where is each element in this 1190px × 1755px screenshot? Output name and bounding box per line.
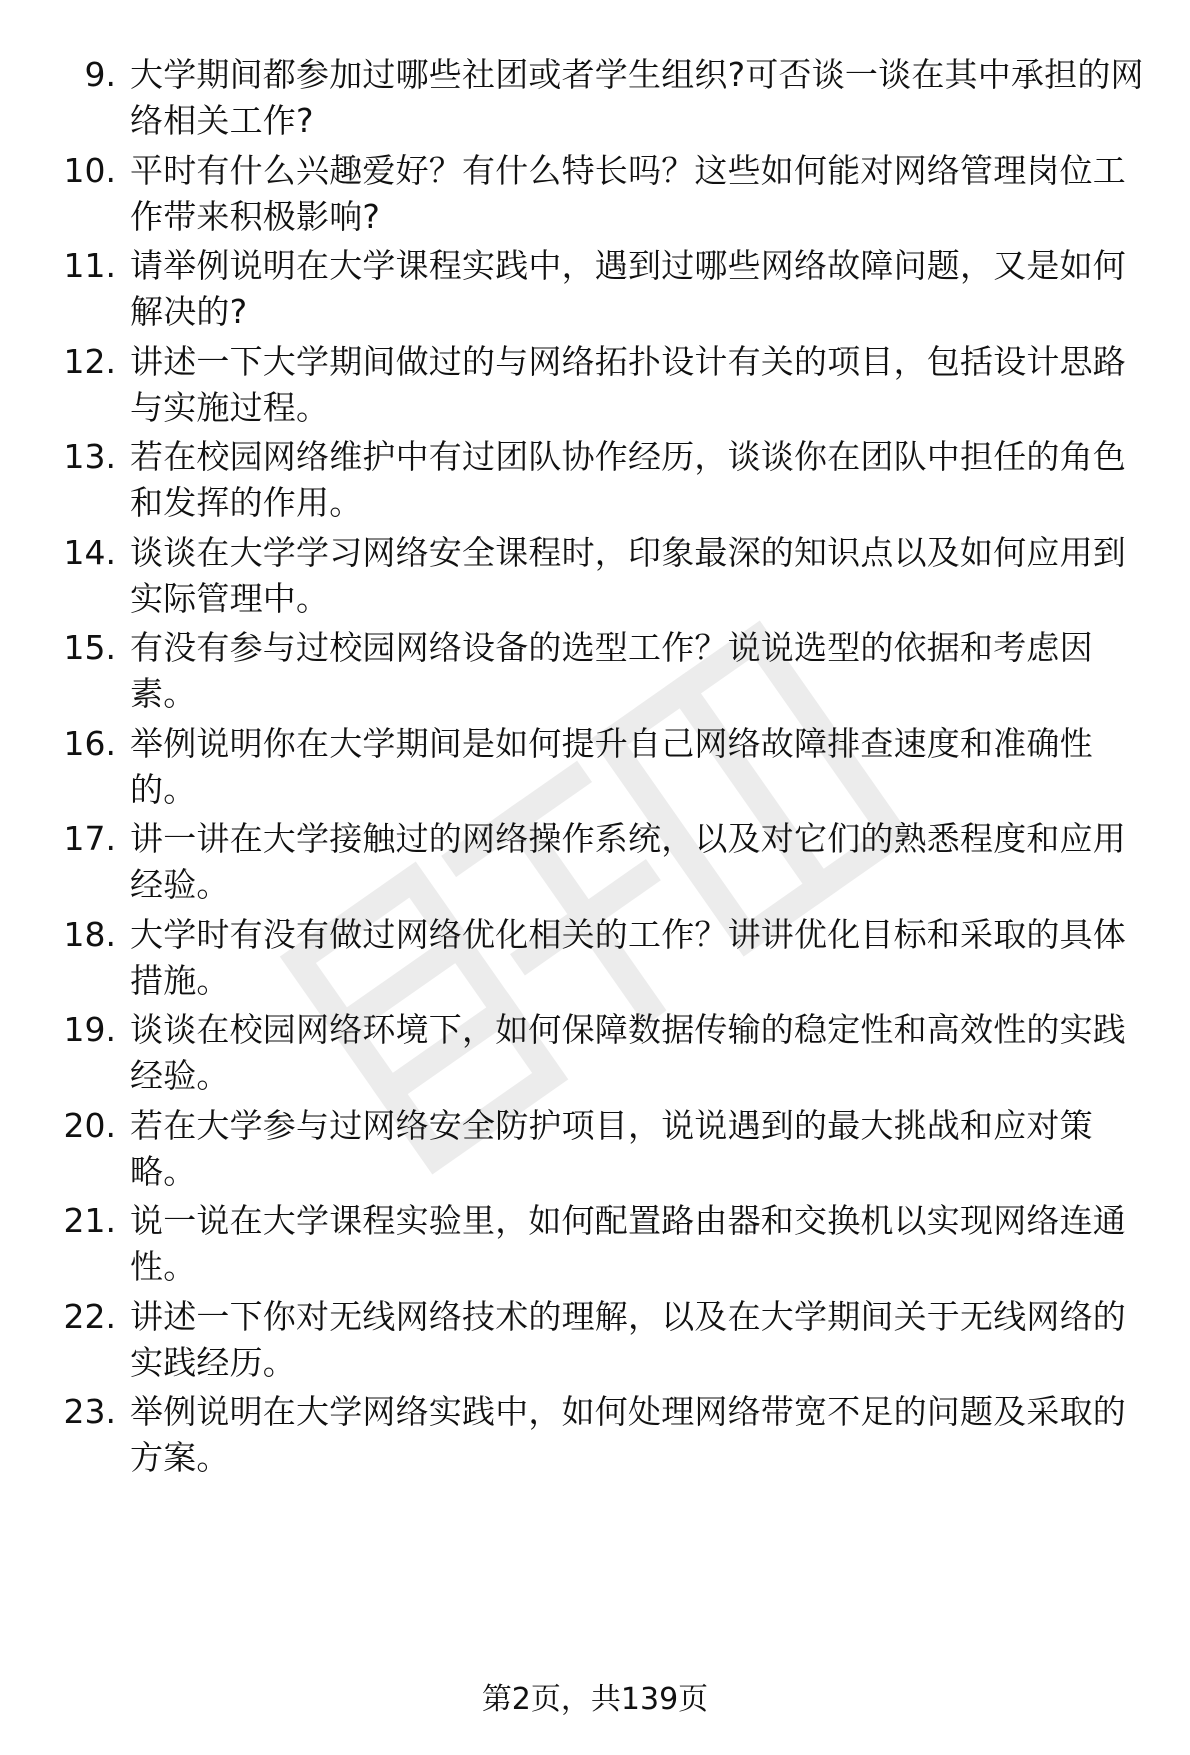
question-number: 10.	[63, 150, 116, 190]
question-text: 请举例说明在大学课程实践中，遇到过哪些网络故障问题，又是如何解决的?	[130, 246, 1126, 331]
question-text: 举例说明在大学网络实践中，如何处理网络带宽不足的问题及采取的方案。	[130, 1392, 1126, 1477]
question-text: 讲述一下大学期间做过的与网络拓扑设计有关的项目，包括设计思路与实施过程。	[130, 341, 1126, 427]
list-item	[0, 52, 1190, 152]
list-item	[0, 1389, 1190, 1489]
question-number: 18.	[63, 914, 116, 954]
question-number: 20.	[63, 1105, 116, 1145]
question-text: 大学时有没有做过网络优化相关的工作？讲讲优化目标和采取的具体措施。	[130, 914, 1126, 1000]
question-number: 17.	[63, 819, 116, 858]
question-number: 14.	[63, 532, 116, 572]
question-text: 举例说明你在大学期间是如何提升自己网络故障排查速度和准确性的。	[130, 723, 1093, 809]
list-item	[0, 1007, 1190, 1107]
list-item	[0, 530, 1190, 630]
question-text: 说一说在大学课程实验里，如何配置路由器和交换机以实现网络连通性。	[130, 1201, 1126, 1286]
list-item	[0, 434, 1190, 534]
list-item	[0, 1103, 1190, 1203]
question-text: 大学期间都参加过哪些社团或者学生组织?可否谈一谈在其中承担的网络相关工作?	[130, 55, 1144, 140]
question-number: 19.	[63, 1010, 116, 1049]
question-text: 谈谈在校园网络环境下，如何保障数据传输的稳定性和高效性的实践经验。	[130, 1010, 1126, 1095]
page-footer: 第2页，共139页	[481, 1682, 709, 1717]
question-text: 平时有什么兴趣爱好？有什么特长吗？这些如何能对网络管理岗位工作带来积极影响?	[130, 150, 1126, 236]
list-item	[0, 816, 1190, 916]
list-item	[0, 912, 1190, 1012]
question-text: 若在大学参与过网络安全防护项目，说说遇到的最大挑战和应对策略。	[130, 1105, 1093, 1191]
question-text: 有没有参与过校园网络设备的选型工作？说说选型的依据和考虑因素。	[130, 628, 1093, 713]
question-text: 讲述一下你对无线网络技术的理解，以及在大学期间关于无线网络的实践经历。	[130, 1296, 1126, 1382]
question-number: 22.	[63, 1296, 116, 1336]
question-number: 23.	[63, 1392, 116, 1431]
question-number: 13.	[63, 437, 116, 476]
list-item	[0, 1294, 1190, 1394]
question-number: 16.	[63, 723, 116, 763]
list-item	[0, 243, 1190, 343]
question-number: 15.	[63, 628, 116, 667]
question-text: 讲一讲在大学接触过的网络操作系统，以及对它们的熟悉程度和应用经验。	[130, 819, 1126, 904]
list-item	[0, 625, 1190, 725]
question-number: 9.	[84, 55, 116, 94]
question-number: 21.	[63, 1201, 116, 1240]
list-item	[0, 148, 1190, 248]
list-item	[0, 721, 1190, 821]
question-text: 若在校园网络维护中有过团队协作经历，谈谈你在团队中担任的角色和发挥的作用。	[130, 437, 1126, 522]
question-number: 11.	[63, 246, 116, 285]
list-item	[0, 339, 1190, 439]
question-number: 12.	[63, 341, 116, 381]
question-text: 谈谈在大学学习网络安全课程时，印象最深的知识点以及如何应用到实际管理中。	[130, 532, 1126, 618]
list-item	[0, 1198, 1190, 1298]
